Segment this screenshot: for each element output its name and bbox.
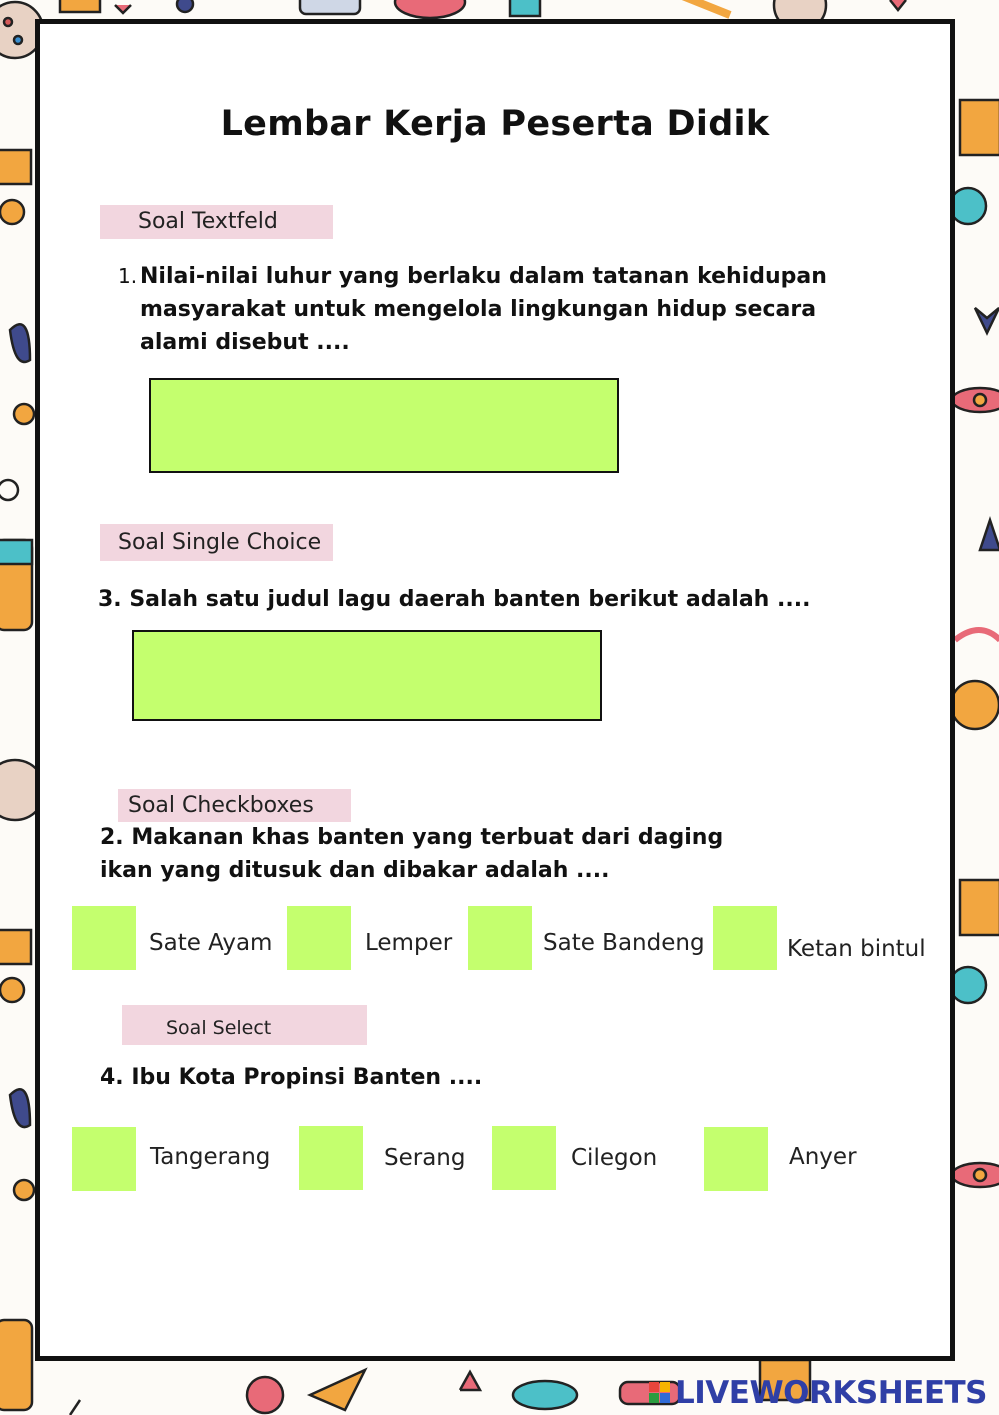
q3-answer-dropdown[interactable] [132,630,602,721]
worksheet-page [35,19,955,1361]
q4-option-1-box[interactable] [72,1127,136,1191]
q2-option-2-label: Lemper [365,930,453,956]
q2-line-2: ikan yang ditusuk dan dibakar adalah .... [100,858,610,883]
q2-line-1: 2. Makanan khas banten yang terbuat dari daging [100,825,724,850]
q1-line-1: Nilai-nilai luhur yang berlaku dalam tatanan kehidupan [140,264,827,289]
q1-answer-textfield[interactable] [149,378,619,473]
q4-option-4-label: Anyer [789,1144,857,1170]
q2-option-4-checkbox[interactable] [713,906,777,970]
q4-option-1-label: Tangerang [150,1144,271,1170]
q1-line-3: alami disebut .... [140,330,350,355]
q4-text: 4. Ibu Kota Propinsi Banten .... [100,1065,483,1090]
section-label-checkboxes: Soal Checkboxes [118,789,351,822]
q4-option-3-label: Cilegon [571,1145,658,1171]
liveworksheets-mark-icon [649,1382,671,1404]
q1-number: 1. [118,264,138,288]
section-label-textfield: Soal Textfeld [100,205,333,239]
q2-option-1-checkbox[interactable] [72,906,136,970]
q2-option-3-checkbox[interactable] [468,906,532,970]
q3-text: 3. Salah satu judul lagu daerah banten berikut adalah .... [98,587,811,612]
q4-option-4-box[interactable] [704,1127,768,1191]
q4-option-2-label: Serang [384,1145,466,1171]
q4-option-2-box[interactable] [299,1126,363,1190]
q1-line-2: masyarakat untuk mengelola lingkungan hidup secara [140,297,817,322]
section-label-select: Soal Select [122,1005,367,1045]
page-title: Lembar Kerja Peserta Didik [220,104,770,144]
q2-option-3-label: Sate Bandeng [543,930,705,956]
q2-option-4-label: Ketan bintul [787,936,926,962]
q2-option-2-checkbox[interactable] [287,906,351,970]
section-label-single-choice: Soal Single Choice [100,524,333,561]
q2-option-1-label: Sate Ayam [149,930,273,956]
liveworksheets-logo[interactable] [649,1375,987,1411]
liveworksheets-wordmark: LIVEWORKSHEETS [675,1375,987,1411]
q4-option-3-box[interactable] [492,1126,556,1190]
